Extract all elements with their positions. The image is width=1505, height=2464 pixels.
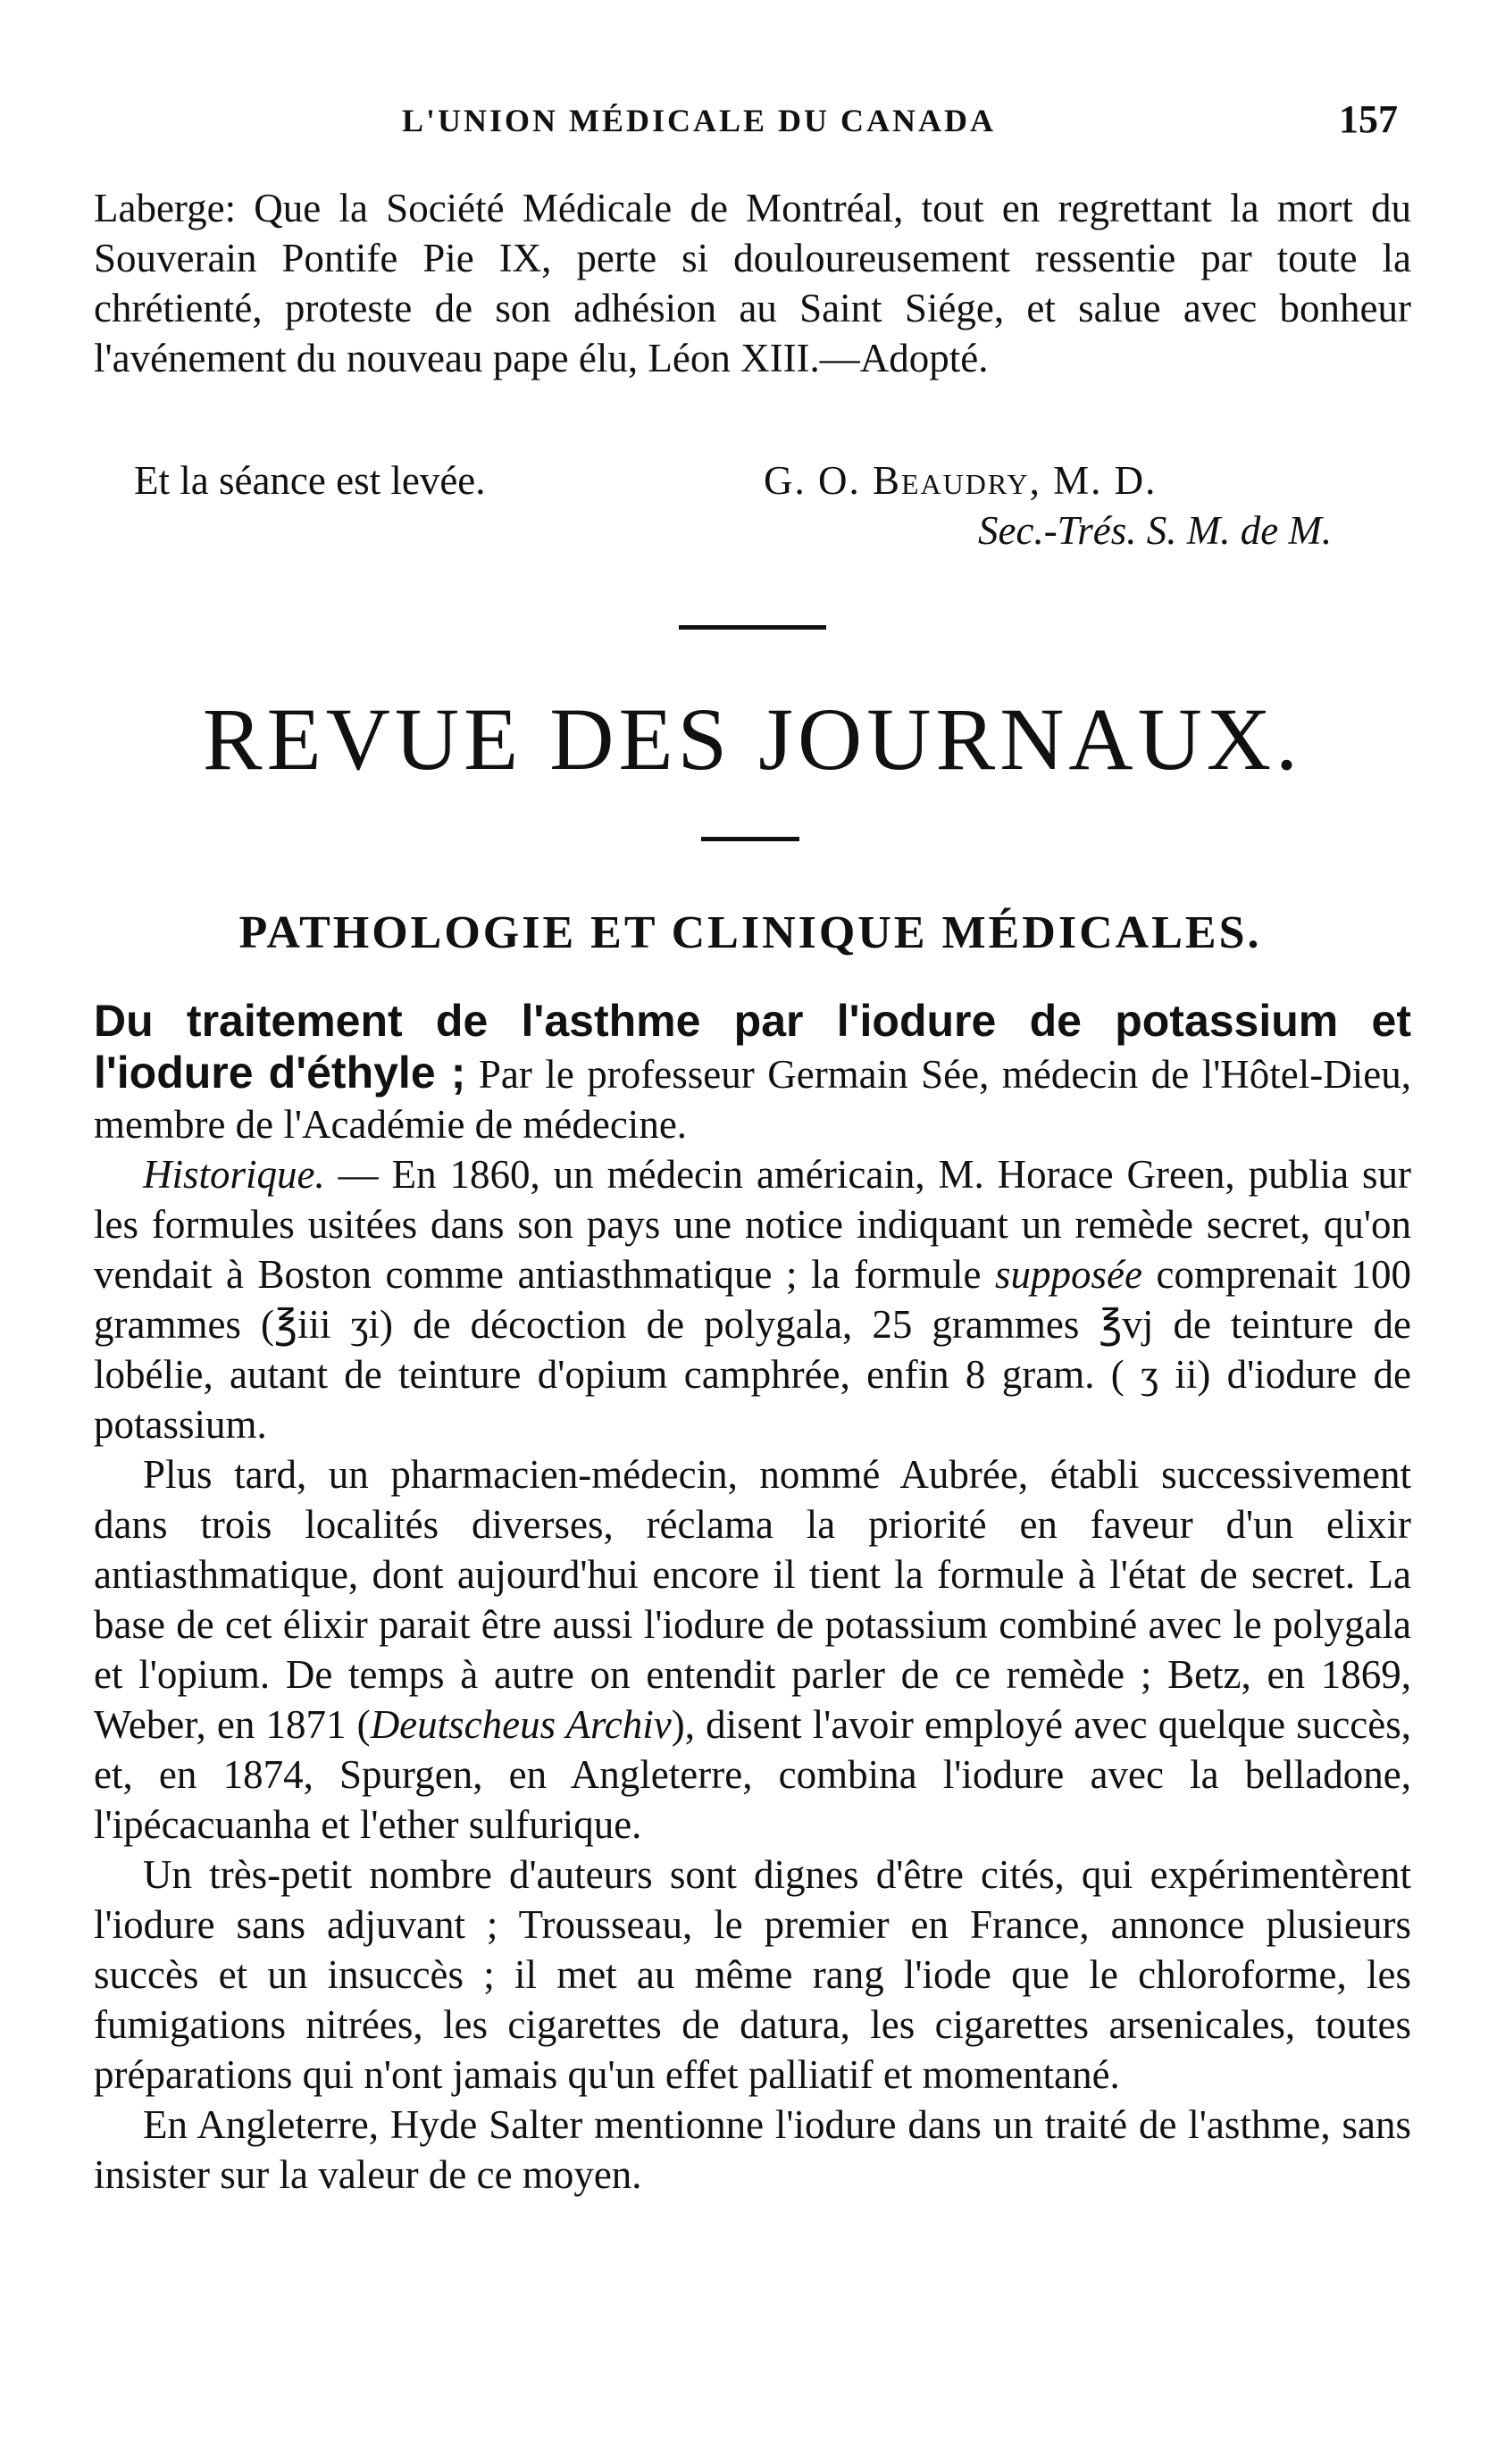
- paragraph1-text-a: — En 1860, un médecin américain, M. Horace Green, publia sur les formules usitées dans son pays une notice indiquant un remède secret, qu'on vendait à Boston comme antiasthmatique ; la formule: [94, 1152, 1411, 1297]
- paragraph2-text-b: ), disent l'avoir employé avec quelque succès, et, en 1874, Spurgen, en Angleterre, combina l'iodure avec la belladone, l'ipécacuanha et l'ether sulfurique.: [94, 1702, 1412, 1847]
- page-number: 157: [1339, 97, 1398, 141]
- subsection-title: PATHOLOGIE ET CLINIQUE MÉDICALES.: [238, 907, 1262, 958]
- article-paragraph-trousseau: Un très-petit nombre d'auteurs sont dignes d'être cités, qui expérimentèrent l'iodure sans adjuvant ; Trousseau, le premier en France, annonce plusieurs succès et un insuccès ; il met au même rang l'iode que le chloroforme, les fumigations nitrées, les cigarettes de datura, les cigarettes arsenicales, toutes préparations qui n'ont jamais qu'un effet palliatif et momentané.: [94, 1852, 1411, 2097]
- article-body: [94, 996, 1411, 2200]
- signer-name: G. O. Beaudry, M. D.: [764, 458, 1158, 503]
- intro-block: [94, 183, 1411, 383]
- article-byline: Par le professeur Germain Sée, médecin de l'Hôtel-Dieu, membre de l'Académie de médecine.: [94, 1052, 1411, 1147]
- article-paragraph-historique: [94, 1149, 1411, 1449]
- article-title: Du traitement de l'asthme par l'iodure de potassium et l'iodure d'éthyle ;: [94, 996, 1411, 1098]
- paragraph1-text-b: comprenait 100 grammes (℥iii ʒi) de décoction de polygala, 25 grammes ℥vj de teinture de lobélie, autant de teinture d'opium camphrée, enfin 8 gram. ( ʒ ii) d'iodure de potassium.: [94, 1252, 1411, 1447]
- article-paragraph-salter: En Angleterre, Hyde Salter mentionne l'iodure dans un traité de l'asthme, sans insister sur la valeur de ce moyen.: [94, 2102, 1411, 2197]
- signer-title: Sec.-Trés. S. M. de M.: [978, 508, 1333, 553]
- article-lead: [94, 996, 1411, 1149]
- paragraph2-text-a: Plus tard, un pharmacien-médecin, nommé Aubrée, établi successivement dans trois localités diverses, réclama la priorité en faveur d'un elixir antiasthmatique, dont aujourd'hui encore il tient la formule à l'état de secret. La base de cet élixir parait être aussi l'iodure de potassium combiné avec le polygala et l'opium. De temps à autre on entendit parler de ce remède ; Betz, en 1869, Weber, en 1871 (: [94, 1452, 1411, 1747]
- paragraph2-emphasis: Deutscheus Archiv: [370, 1702, 672, 1747]
- intro-paragraph: Laberge: Que la Société Médicale de Montréal, tout en regrettant la mort du Souverain Pontife Pie IX, perte si douloureusement ressentie par toute la chrétienté, proteste de son adhésion au Saint Siége, et salue avec bonheur l'avénement du nouveau pape élu, Léon XIII.—Adopté.: [94, 186, 1411, 380]
- closing-text: Et la séance est levée.: [134, 458, 486, 503]
- paragraph1-emphasis: supposée: [995, 1252, 1142, 1297]
- running-head: [107, 96, 1398, 150]
- signature-block: [134, 455, 1398, 581]
- section-rule-top: [679, 625, 826, 630]
- section-title: REVUE DES JOURNAUX.: [202, 689, 1303, 789]
- section-rule-bottom: [701, 837, 799, 841]
- historique-label: Historique.: [143, 1152, 325, 1197]
- running-title: L'UNION MÉDICALE DU CANADA: [402, 103, 997, 138]
- article-paragraph-aubree: [94, 1449, 1411, 1850]
